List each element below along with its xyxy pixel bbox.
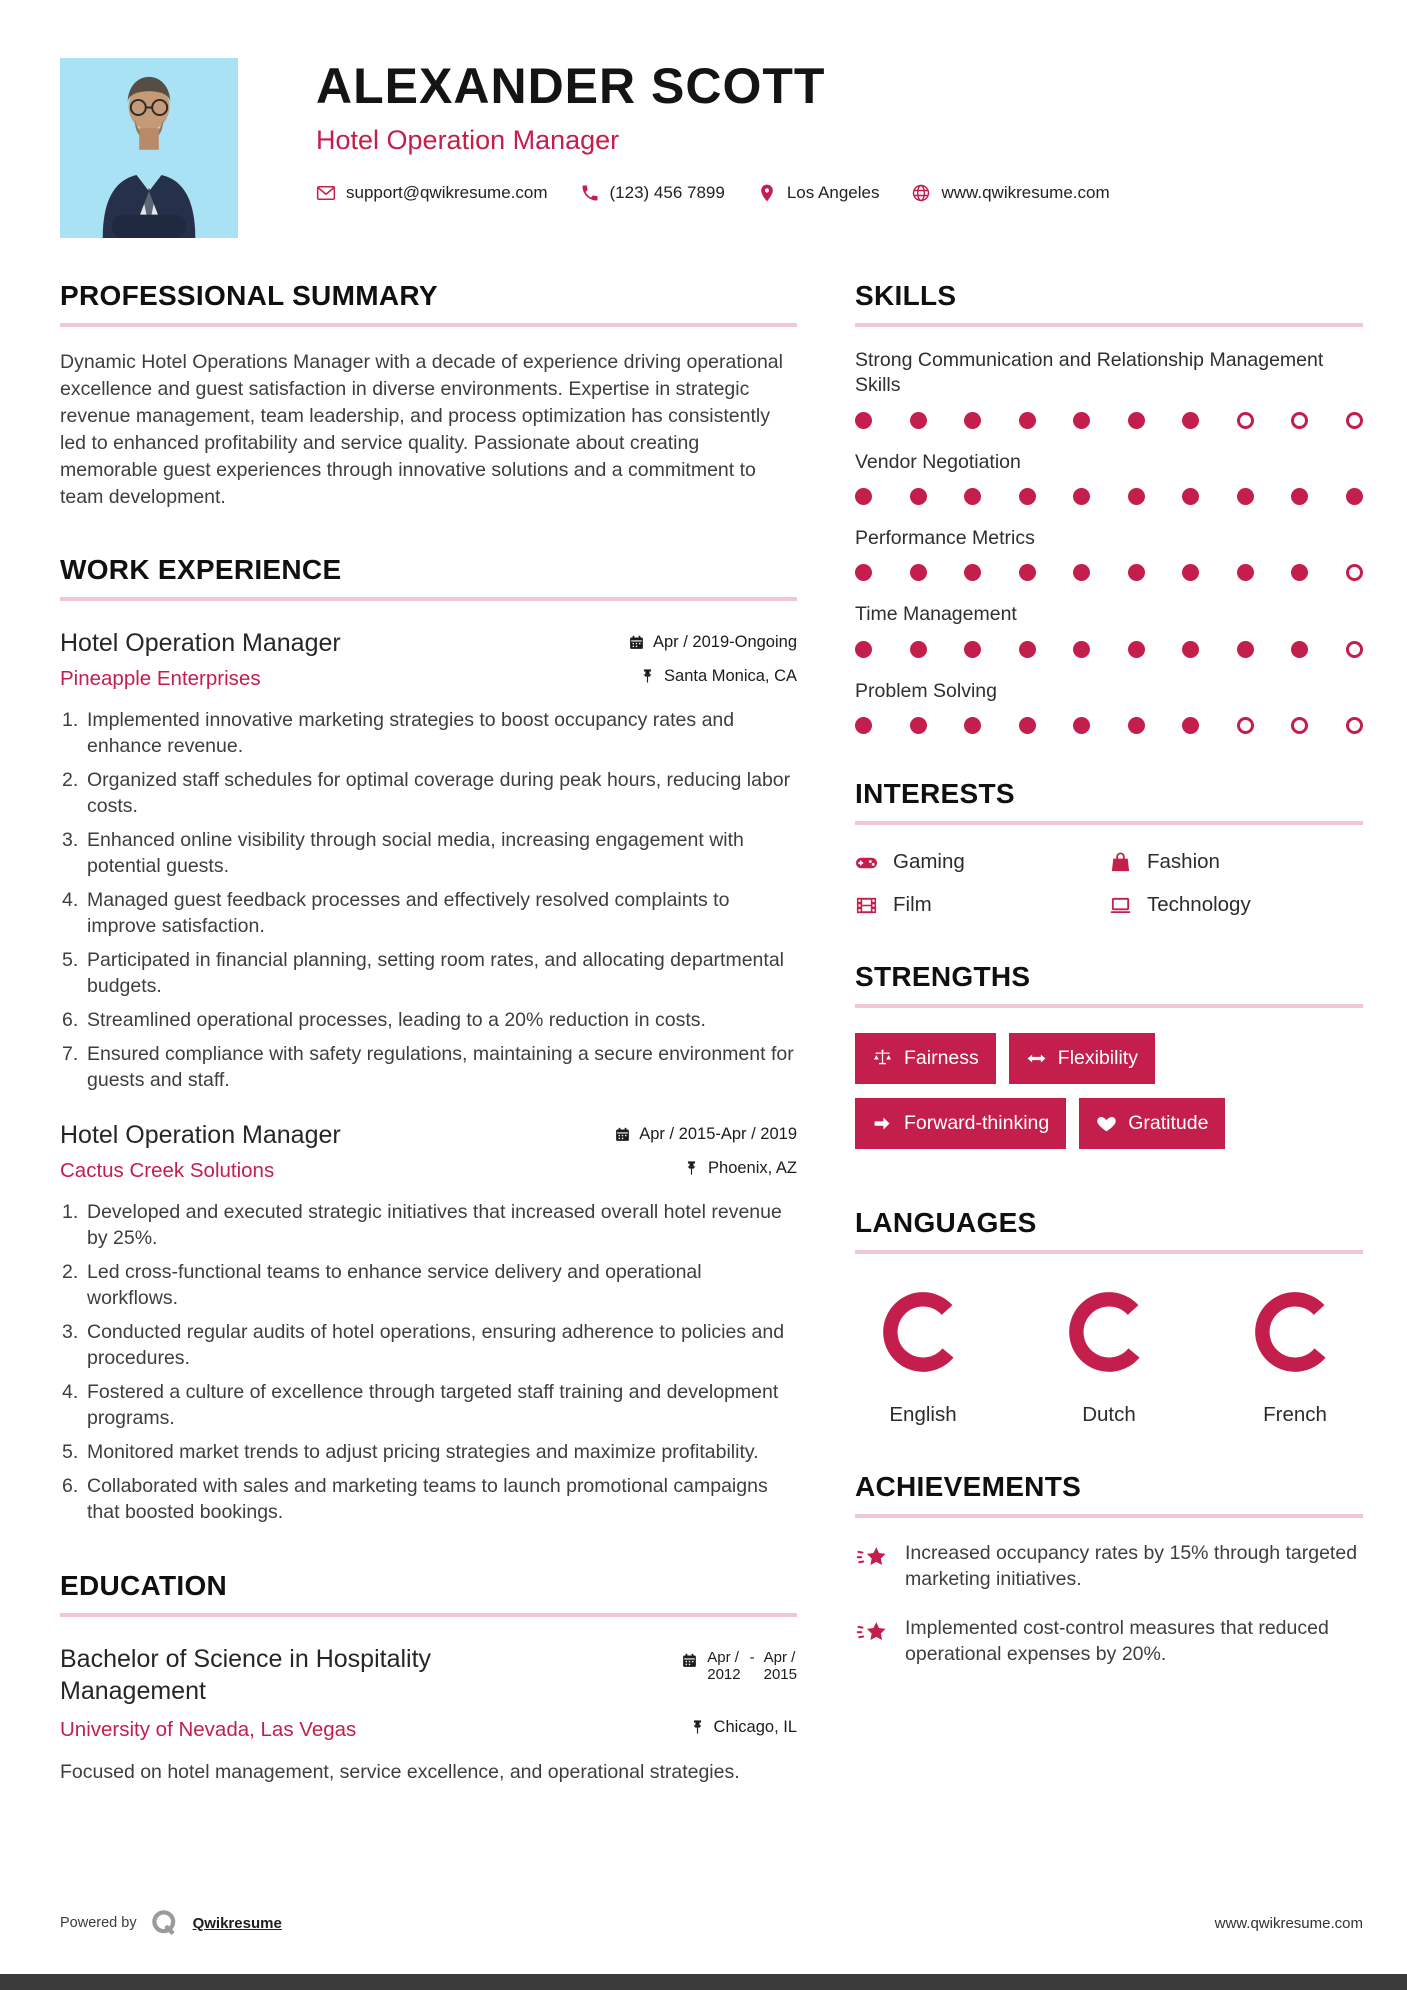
contact-row xyxy=(316,183,1110,203)
calendar-icon xyxy=(628,634,645,651)
powered-by xyxy=(60,1908,282,1938)
interest-item xyxy=(1109,850,1363,874)
job-location-text: Santa Monica, CA xyxy=(664,667,797,686)
rating-dot-filled xyxy=(1128,564,1145,581)
laptop-icon xyxy=(1109,894,1132,917)
arrow-left-right-icon xyxy=(1026,1048,1047,1069)
education-sub xyxy=(60,1718,797,1742)
language-item xyxy=(1049,1284,1169,1427)
work-heading: WORK EXPERIENCE xyxy=(60,554,797,601)
pushpin-icon xyxy=(639,668,656,685)
date-end-top: Apr / xyxy=(763,1648,796,1666)
strength-badge xyxy=(855,1033,996,1084)
summary-section xyxy=(60,280,797,510)
skill-item xyxy=(855,450,1363,505)
skills-list xyxy=(855,348,1363,734)
left-column xyxy=(60,280,797,1829)
rating-dot-filled xyxy=(1128,488,1145,505)
job-title: Hotel Operation Manager xyxy=(60,629,341,658)
job-bullets xyxy=(60,1200,797,1525)
education-location xyxy=(689,1718,797,1737)
rating-dot-empty xyxy=(1346,641,1363,658)
rating-dot-filled xyxy=(1073,412,1090,429)
skill-rating xyxy=(855,412,1363,429)
language-label: French xyxy=(1263,1403,1327,1427)
contact-text: Los Angeles xyxy=(786,182,880,202)
job-location xyxy=(683,1159,797,1178)
date-separator: - xyxy=(749,1648,755,1666)
rating-dot-filled xyxy=(910,717,927,734)
pushpin-icon xyxy=(683,1160,700,1177)
achievements-list xyxy=(855,1541,1363,1668)
heart-icon xyxy=(1096,1113,1117,1134)
language-donut xyxy=(1247,1284,1343,1385)
language-donut xyxy=(875,1284,971,1385)
q-logo-icon xyxy=(150,1908,180,1938)
language-label: Dutch xyxy=(1082,1403,1136,1427)
skill-item xyxy=(855,602,1363,657)
rating-dot-filled xyxy=(964,641,981,658)
film-icon xyxy=(855,894,878,917)
interest-item xyxy=(1109,893,1363,917)
education-location-text: Chicago, IL xyxy=(713,1717,797,1736)
skill-rating xyxy=(855,717,1363,734)
envelope-icon xyxy=(316,183,336,203)
rating-dot-filled xyxy=(1073,564,1090,581)
contact-item xyxy=(757,183,880,203)
job-location-text: Phoenix, AZ xyxy=(708,1159,797,1178)
languages-heading: LANGUAGES xyxy=(855,1207,1363,1254)
strength-badge xyxy=(855,1098,1066,1149)
summary-text: Dynamic Hotel Operations Manager with a decade of experience driving operational excellence and guest satisfaction in diverse environments. Expertise in strategic revenue management, team leadership, and process optimization has consistently led to enhanced profitability and service quality. Passionate about creating memorable guest experiences through innovative solutions and a commitment to team development. xyxy=(60,351,783,508)
summary-heading: PROFESSIONAL SUMMARY xyxy=(60,280,797,327)
degree-title: Bachelor of Science in Hospitality Management xyxy=(60,1644,432,1706)
job-bullet: Enhanced online visibility through social media, increasing engagement with potential guests. xyxy=(87,829,744,878)
brand-link[interactable]: Qwikresume xyxy=(192,1914,282,1932)
header-text xyxy=(316,58,1110,238)
rating-dot-filled xyxy=(855,564,872,581)
calendar-icon xyxy=(681,1652,698,1669)
rating-dot-filled xyxy=(1019,641,1036,658)
job-company: Cactus Creek Solutions xyxy=(60,1159,275,1183)
job-bullet: Led cross-functional teams to enhance service delivery and operational workflows. xyxy=(87,1261,702,1310)
skill-rating xyxy=(855,564,1363,581)
bottom-bar xyxy=(0,1974,1407,1990)
job-bullet: Managed guest feedback processes and effectively resolved complaints to improve satisfaction. xyxy=(87,888,730,937)
powered-by-label: Powered by xyxy=(60,1915,137,1931)
job-head xyxy=(60,629,797,658)
rating-dot-filled xyxy=(910,641,927,658)
job-sub xyxy=(60,1159,797,1183)
rating-dot-filled xyxy=(1237,488,1254,505)
rating-dot-empty xyxy=(1346,717,1363,734)
interest-label: Gaming xyxy=(893,850,965,874)
interests-heading: INTERESTS xyxy=(855,778,1363,825)
rating-dot-filled xyxy=(1291,488,1308,505)
rating-dot-filled xyxy=(1019,412,1036,429)
rating-dot-filled xyxy=(855,412,872,429)
rating-dot-filled xyxy=(1237,564,1254,581)
rating-dot-empty xyxy=(1237,717,1254,734)
language-item xyxy=(863,1284,983,1427)
interest-item xyxy=(855,850,1109,874)
rating-dot-filled xyxy=(1182,717,1199,734)
achievements-section xyxy=(855,1471,1363,1668)
languages-list xyxy=(855,1284,1363,1427)
rating-dot-filled xyxy=(1073,717,1090,734)
rating-dot-filled xyxy=(1237,641,1254,658)
pin-icon xyxy=(757,183,777,203)
skills-section xyxy=(855,280,1363,734)
strengths-heading: STRENGTHS xyxy=(855,961,1363,1008)
job-date-text: Apr / 2019-Ongoing xyxy=(652,633,797,652)
rating-dot-filled xyxy=(1073,488,1090,505)
job-date-text: Apr / 2015-Apr / 2019 xyxy=(639,1125,797,1144)
header xyxy=(0,0,1407,238)
contact-text: www.qwikresume.com xyxy=(941,182,1110,202)
skills-heading: SKILLS xyxy=(855,280,1363,327)
rating-dot-filled xyxy=(1019,717,1036,734)
rating-dot-empty xyxy=(1237,412,1254,429)
job-head xyxy=(60,1121,797,1150)
skill-item xyxy=(855,679,1363,734)
globe-icon xyxy=(911,183,931,203)
job-sub xyxy=(60,667,797,691)
languages-section xyxy=(855,1207,1363,1427)
footer xyxy=(60,1908,1363,1938)
rating-dot-filled xyxy=(910,564,927,581)
education-heading: EDUCATION xyxy=(60,1570,797,1617)
skill-label: Strong Communication and Relationship Management Skills xyxy=(855,349,1324,397)
skill-label: Time Management xyxy=(855,603,1017,626)
rating-dot-empty xyxy=(1346,412,1363,429)
skill-rating xyxy=(855,488,1363,505)
strength-badge xyxy=(1079,1098,1225,1149)
profile-photo xyxy=(60,58,238,238)
rating-dot-filled xyxy=(1128,412,1145,429)
rating-dot-filled xyxy=(1182,412,1199,429)
rating-dot-empty xyxy=(1291,717,1308,734)
rating-dot-filled xyxy=(1291,564,1308,581)
rating-dot-filled xyxy=(910,412,927,429)
rating-dot-filled xyxy=(855,488,872,505)
job-bullet: Ensured compliance with safety regulations, maintaining a secure environment for guests and staff. xyxy=(87,1042,794,1091)
strength-badge xyxy=(1009,1033,1155,1084)
strength-label: Forward-thinking xyxy=(904,1112,1050,1135)
shooting-star-icon xyxy=(855,1543,889,1573)
job-entry xyxy=(60,629,797,1093)
job-title: Hotel Operation Manager xyxy=(60,1121,341,1150)
strength-label: Flexibility xyxy=(1057,1047,1138,1070)
job-bullet: Organized staff schedules for optimal coverage during peak hours, reducing labor costs. xyxy=(87,769,791,818)
rating-dot-filled xyxy=(910,488,927,505)
job-date xyxy=(614,1125,797,1144)
job-bullet: Developed and executed strategic initiatives that increased overall hotel revenue by 25%. xyxy=(87,1201,782,1250)
interest-label: Technology xyxy=(1147,893,1251,917)
strength-label: Gratitude xyxy=(1128,1112,1209,1135)
achievement-item xyxy=(855,1541,1363,1593)
rating-dot-filled xyxy=(855,717,872,734)
skill-label: Performance Metrics xyxy=(855,527,1035,550)
calendar-icon xyxy=(614,1126,631,1143)
job-company: Pineapple Enterprises xyxy=(60,667,261,691)
skill-rating xyxy=(855,641,1363,658)
language-donut xyxy=(1061,1284,1157,1385)
achievement-text: Implemented cost-control measures that reduced operational expenses by 20%. xyxy=(905,1616,1329,1665)
education-note: Focused on hotel management, service excellence, and operational strategies. xyxy=(60,1760,740,1783)
achievements-heading: ACHIEVEMENTS xyxy=(855,1471,1363,1518)
language-item xyxy=(1235,1284,1355,1427)
job-bullet: Streamlined operational processes, leading to a 20% reduction in costs. xyxy=(87,1008,706,1031)
education-head xyxy=(60,1643,797,1708)
rating-dot-filled xyxy=(1073,641,1090,658)
contact-text: (123) 456 7899 xyxy=(609,182,725,202)
job-bullet: Implemented innovative marketing strategies to boost occupancy rates and enhance revenue. xyxy=(87,709,735,758)
strengths-section xyxy=(855,961,1363,1163)
shopping-bag-icon xyxy=(1109,851,1132,874)
education-date xyxy=(681,1643,797,1708)
gamepad-icon xyxy=(855,851,878,874)
rating-dot-filled xyxy=(964,717,981,734)
rating-dot-filled xyxy=(1128,641,1145,658)
rating-dot-filled xyxy=(1128,717,1145,734)
work-section xyxy=(60,554,797,1525)
language-label: English xyxy=(889,1403,957,1427)
rating-dot-filled xyxy=(1291,641,1308,658)
phone-icon xyxy=(580,183,600,203)
person-name: ALEXANDER SCOTT xyxy=(316,58,826,114)
date-start-top: Apr / xyxy=(707,1648,739,1666)
skill-label: Vendor Negotiation xyxy=(855,450,1021,473)
rating-dot-filled xyxy=(964,412,981,429)
strengths-badges xyxy=(855,1033,1363,1163)
job-bullet: Fostered a culture of excellence through targeted staff training and development programs. xyxy=(87,1380,779,1429)
skill-item xyxy=(855,348,1363,429)
job-entry xyxy=(60,1121,797,1525)
school-name: University of Nevada, Las Vegas xyxy=(60,1717,357,1741)
job-location xyxy=(639,667,797,686)
job-date xyxy=(628,633,797,652)
footer-website[interactable]: www.qwikresume.com xyxy=(1214,1914,1363,1932)
rating-dot-filled xyxy=(855,641,872,658)
education-section xyxy=(60,1570,797,1786)
job-bullet: Monitored market trends to adjust pricing strategies and maximize profitability. xyxy=(87,1440,759,1463)
rating-dot-filled xyxy=(1019,564,1036,581)
rating-dot-empty xyxy=(1291,412,1308,429)
contact-text: support@qwikresume.com xyxy=(346,182,548,202)
rating-dot-filled xyxy=(1346,488,1363,505)
date-start-bottom: 2012 xyxy=(707,1665,741,1683)
rating-dot-filled xyxy=(1182,488,1199,505)
job-bullet: Participated in financial planning, setting room rates, and allocating departmental budgets. xyxy=(87,948,785,997)
achievement-text: Increased occupancy rates by 15% through targeted marketing initiatives. xyxy=(905,1542,1358,1590)
pushpin-icon xyxy=(689,1719,706,1736)
balance-scale-icon xyxy=(872,1048,893,1069)
contact-item[interactable] xyxy=(316,183,548,203)
achievement-item xyxy=(855,1616,1363,1668)
shooting-star-icon xyxy=(855,1618,889,1648)
interests-grid xyxy=(855,850,1363,917)
contact-item[interactable] xyxy=(911,183,1109,203)
rating-dot-filled xyxy=(964,564,981,581)
rating-dot-empty xyxy=(1346,564,1363,581)
skill-label: Problem Solving xyxy=(855,679,997,702)
rating-dot-filled xyxy=(964,488,981,505)
contact-item xyxy=(580,183,725,203)
skill-item xyxy=(855,526,1363,581)
jobs xyxy=(60,629,797,1525)
content-columns xyxy=(0,280,1407,1829)
strength-label: Fairness xyxy=(904,1047,979,1070)
rating-dot-filled xyxy=(1182,641,1199,658)
arrow-right-icon xyxy=(872,1113,893,1134)
interest-label: Fashion xyxy=(1147,850,1220,874)
right-column xyxy=(855,280,1363,1829)
rating-dot-filled xyxy=(1182,564,1199,581)
job-bullets xyxy=(60,708,797,1093)
rating-dot-filled xyxy=(1019,488,1036,505)
job-bullet: Conducted regular audits of hotel operations, ensuring adherence to policies and procedures. xyxy=(87,1321,785,1370)
interest-item xyxy=(855,893,1109,917)
education-date-start xyxy=(707,1649,740,1684)
date-end-bottom: 2015 xyxy=(763,1665,797,1683)
interests-section xyxy=(855,778,1363,917)
interest-label: Film xyxy=(893,893,932,917)
job-bullet: Collaborated with sales and marketing teams to launch promotional campaigns that boosted bookings. xyxy=(87,1474,768,1523)
person-title: Hotel Operation Manager xyxy=(316,124,620,155)
education-date-end xyxy=(764,1649,797,1684)
